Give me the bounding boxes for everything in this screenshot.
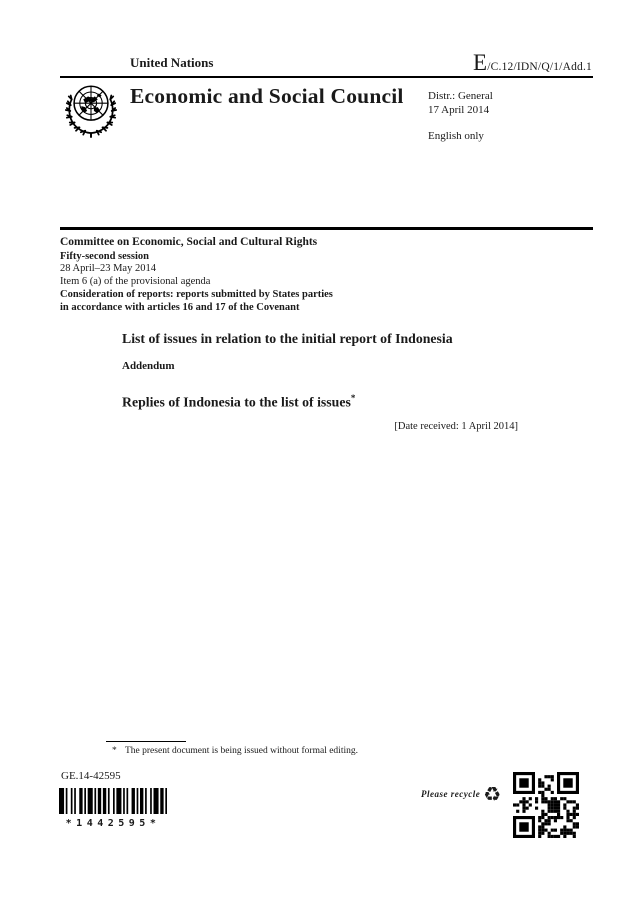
distr-line: Distr.: General <box>428 90 493 102</box>
ge-document-number: GE.14-42595 <box>61 770 121 782</box>
org-name: United Nations <box>130 55 214 70</box>
date-received: [Date received: 1 April 2014] <box>394 421 518 432</box>
doc-symbol <box>473 50 592 76</box>
barcode-bars-icon <box>59 788 167 814</box>
distribution-block <box>428 89 493 143</box>
doc-symbol-rest: /C.12/IDN/Q/1/Add.1 <box>487 61 592 73</box>
agenda-item: Item 6 (a) of the provisional agenda <box>60 275 211 287</box>
recycle-label: Please recycle <box>421 789 481 799</box>
recycle-notice <box>421 784 501 804</box>
session-dates: 28 April–23 May 2014 <box>60 263 156 275</box>
footnote-text: The present document is being issued without formal editing. <box>125 746 358 756</box>
session-block <box>60 236 333 315</box>
committee-name: Committee on Economic, Social and Cultural Rights <box>60 236 318 248</box>
un-emblem-icon <box>62 80 120 143</box>
footnote-marker: * <box>112 746 117 756</box>
document-title: List of issues in relation to the initial report of Indonesia <box>122 331 453 346</box>
recycle-icon: ♻ <box>483 782 502 806</box>
council-title: Economic and Social Council <box>130 84 404 108</box>
qr-code-icon <box>513 772 579 843</box>
footnote <box>112 746 358 756</box>
doc-date: 17 April 2014 <box>428 104 490 116</box>
addendum-label: Addendum <box>122 360 175 372</box>
agenda-title-line2: in accordance with articles 16 and 17 of the Covenant <box>60 301 300 313</box>
barcode <box>59 788 167 829</box>
doc-symbol-initial: E <box>473 50 488 75</box>
session-name: Fifty-second session <box>60 250 149 262</box>
footnote-marker-ref: * <box>350 393 356 403</box>
footnote-rule <box>106 741 186 742</box>
barcode-text: *1442595* <box>65 818 161 829</box>
doc-language: English only <box>428 130 484 142</box>
section-rule <box>60 227 593 230</box>
header-rule <box>60 76 593 78</box>
agenda-title-line1: Consideration of reports: reports submitted by States parties <box>60 289 333 301</box>
replies-title: Replies of Indonesia to the list of issues* <box>122 393 356 410</box>
